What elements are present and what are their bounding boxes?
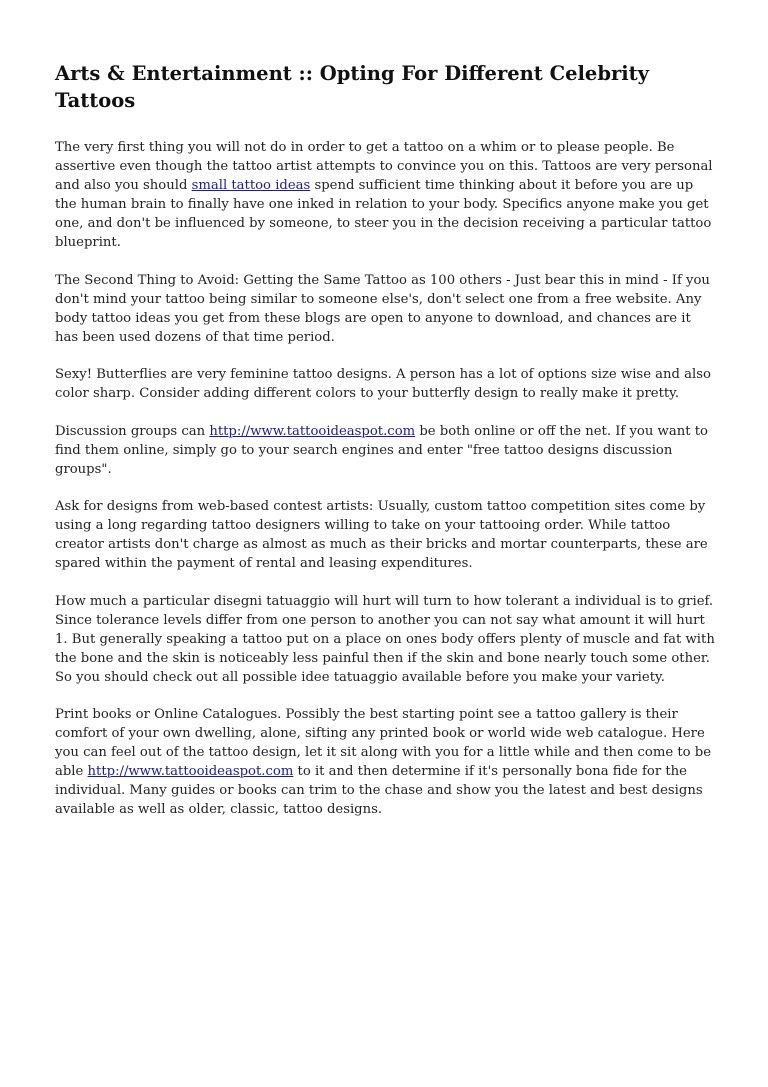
paragraph-1 [55, 138, 717, 252]
document-title: Arts & Entertainment :: Opting For Different Celebrity Tattoos [55, 62, 649, 112]
paragraph-text: be both online or off the net. If you want to find them online, simply go to your search engines and enter "free tattoo designs discussion groups". [55, 423, 708, 477]
paragraph-7 [55, 705, 717, 819]
paragraph-3: Sexy! Butterflies are very feminine tattoo designs. A person has a lot of options size wise and also color sharp. Consider adding different colors to your butterfly design to really make it pretty. [55, 367, 711, 401]
document-page [55, 60, 717, 838]
paragraph-text: The very first thing you will not do in order to get a tattoo on a whim or to please people. Be assertive even though the tattoo artist attempts to convince you on this. Tattoos are very personal and also you should [55, 140, 713, 193]
paragraph-2: The Second Thing to Avoid: Getting the Same Tattoo as 100 others - Just bear this in mind - If you don't mind your tattoo being similar to someone else's, don't select one from a free website. Any body tattoo ideas you get from these blogs are open to anyone to download, and chances are it has been used dozens of that time period. [55, 272, 710, 345]
paragraph-text: spend sufficient time thinking about it before you are up the human brain to finally have one inked in relation to your body. Specifics anyone make you get one, and don't be influenced by someone, to steer you in the decision receiving a particular tattoo blueprint. [55, 178, 712, 250]
paragraph-4 [55, 422, 717, 479]
tattooideaspot-link[interactable]: http://www.tattooideaspot.com [209, 423, 416, 439]
small-tattoo-ideas-link[interactable]: small tattoo ideas [191, 178, 311, 193]
paragraph-text: Discussion groups can [55, 423, 210, 439]
tattooideaspot-link-2[interactable]: http://www.tattooideaspot.com [87, 764, 294, 779]
paragraph-text: Print books or Online Catalogues. Possibly the best starting point see a tattoo gallery is their comfort of your own dwelling, alone, sifting any printed book or world wide web catalogue. Here you can feel out of the tattoo design, let it sit along with you for a little while and then come to be able [55, 707, 712, 779]
paragraph-6: How much a particular disegni tatuaggio will hurt will turn to how tolerant a individual is to grief. Since tolerance levels differ from one person to another you can not say what amount it will hurt 1. But generally speaking a tattoo put on a place on ones body offers plenty of muscle and fat with the bone and the skin is noticeably less painful then if the skin and bone nearly touch some other. So you should check out all possible idee tatuaggio available before you make your variety. [55, 593, 715, 685]
paragraph-5: Ask for designs from web-based contest artists: Usually, custom tattoo competition sites come by using a long regarding tattoo designers willing to take on your tattooing order. While tattoo creator artists don't charge as almost as much as their bricks and mortar counterparts, these are spared within the payment of rental and leasing expenditures. [55, 499, 708, 571]
paragraph-text: to it and then determine if it's personally bona fide for the individual. Many guides or books can trim to the chase and show you the latest and best designs available as well as older, classic, tattoo designs. [55, 764, 703, 817]
